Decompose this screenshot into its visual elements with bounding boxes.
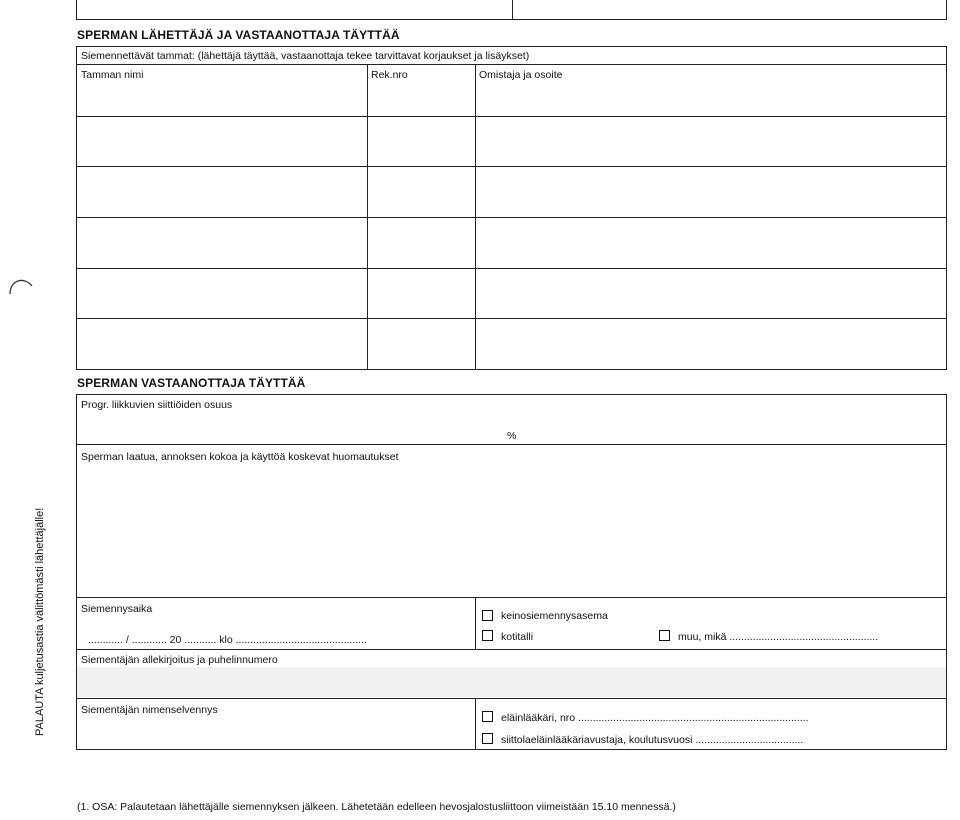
mares-table-subtitle: Siemennettävät tammat: (lähettäjä täyttää, vastaanottaja tekee tarvittavat korjaukset ja lisäykset) [81,50,530,62]
mares-table-subtitle-rule [76,64,947,65]
remarks-row-rule [76,597,947,598]
motility-row-rule [76,444,947,445]
return-container-note: PALAUTA kuljetusastia välittömästi lähettäjälle! [34,507,46,736]
vet-assistant-checkbox-label: siittolaeläinlääkäriavustaja, koulutusvuosi ..................................... [501,734,804,746]
signature-row-rule [76,698,947,699]
mares-table-row-rule [76,116,947,117]
insemination-row-rule [76,649,947,650]
name-clarification-label: Siementäjän nimenselvennys [81,704,218,716]
mares-table-row-rule [76,318,947,319]
punch-hole-mark [4,274,34,314]
other-place-checkbox-label: muu, mikä ................................................... [678,631,879,643]
vet-checkbox-label: eläinlääkäri, nro ............................................................................... [501,712,809,724]
other-place-checkbox[interactable] [659,630,670,641]
insemination-date-line: ............ / ............ 20 ........... klo ............................................. [88,634,367,646]
footer-note: (1. OSA: Palautetaan lähettäjälle siemennyksen jälkeen. Lähetetään edelleen hevosjalostusliittoon viimeistään 15.10 mennessä.) [77,801,676,813]
mares-table-row-rule [76,166,947,167]
vet-checkbox[interactable] [482,711,493,722]
mares-table [76,46,947,370]
section1-title: SPERMAN LÄHETTÄJÄ JA VASTAANOTTAJA TÄYTTÄÄ [77,28,400,42]
mares-table-row-rule [76,268,947,269]
column-header-reg-no: Rek.nro [371,69,408,81]
remarks-label: Sperman laatua, annoksen kokoa ja käyttöä koskevat huomautukset [81,451,399,463]
percent-sign: % [507,430,517,442]
previous-section-divider [512,0,513,20]
name-row-divider [475,698,476,750]
home-stable-checkbox-label: kotitalli [501,631,534,643]
column-header-owner-address: Omistaja ja osoite [479,69,563,81]
insemination-time-label: Siemennysaika [81,603,153,615]
signature-shading [77,667,946,697]
mares-table-row-rule [76,217,947,218]
motility-label: Progr. liikkuvien siittiöiden osuus [81,399,233,411]
station-checkbox[interactable] [482,610,493,621]
vet-assistant-checkbox[interactable] [482,733,493,744]
signature-label: Siementäjän allekirjoitus ja puhelinnumero [81,654,278,666]
column-header-mare-name: Tamman nimi [81,69,144,81]
station-checkbox-label: keinosiemennysasema [501,610,608,622]
insemination-row-divider [475,597,476,649]
home-stable-checkbox[interactable] [482,630,493,641]
section2-title: SPERMAN VASTAANOTTAJA TÄYTTÄÄ [77,376,306,390]
